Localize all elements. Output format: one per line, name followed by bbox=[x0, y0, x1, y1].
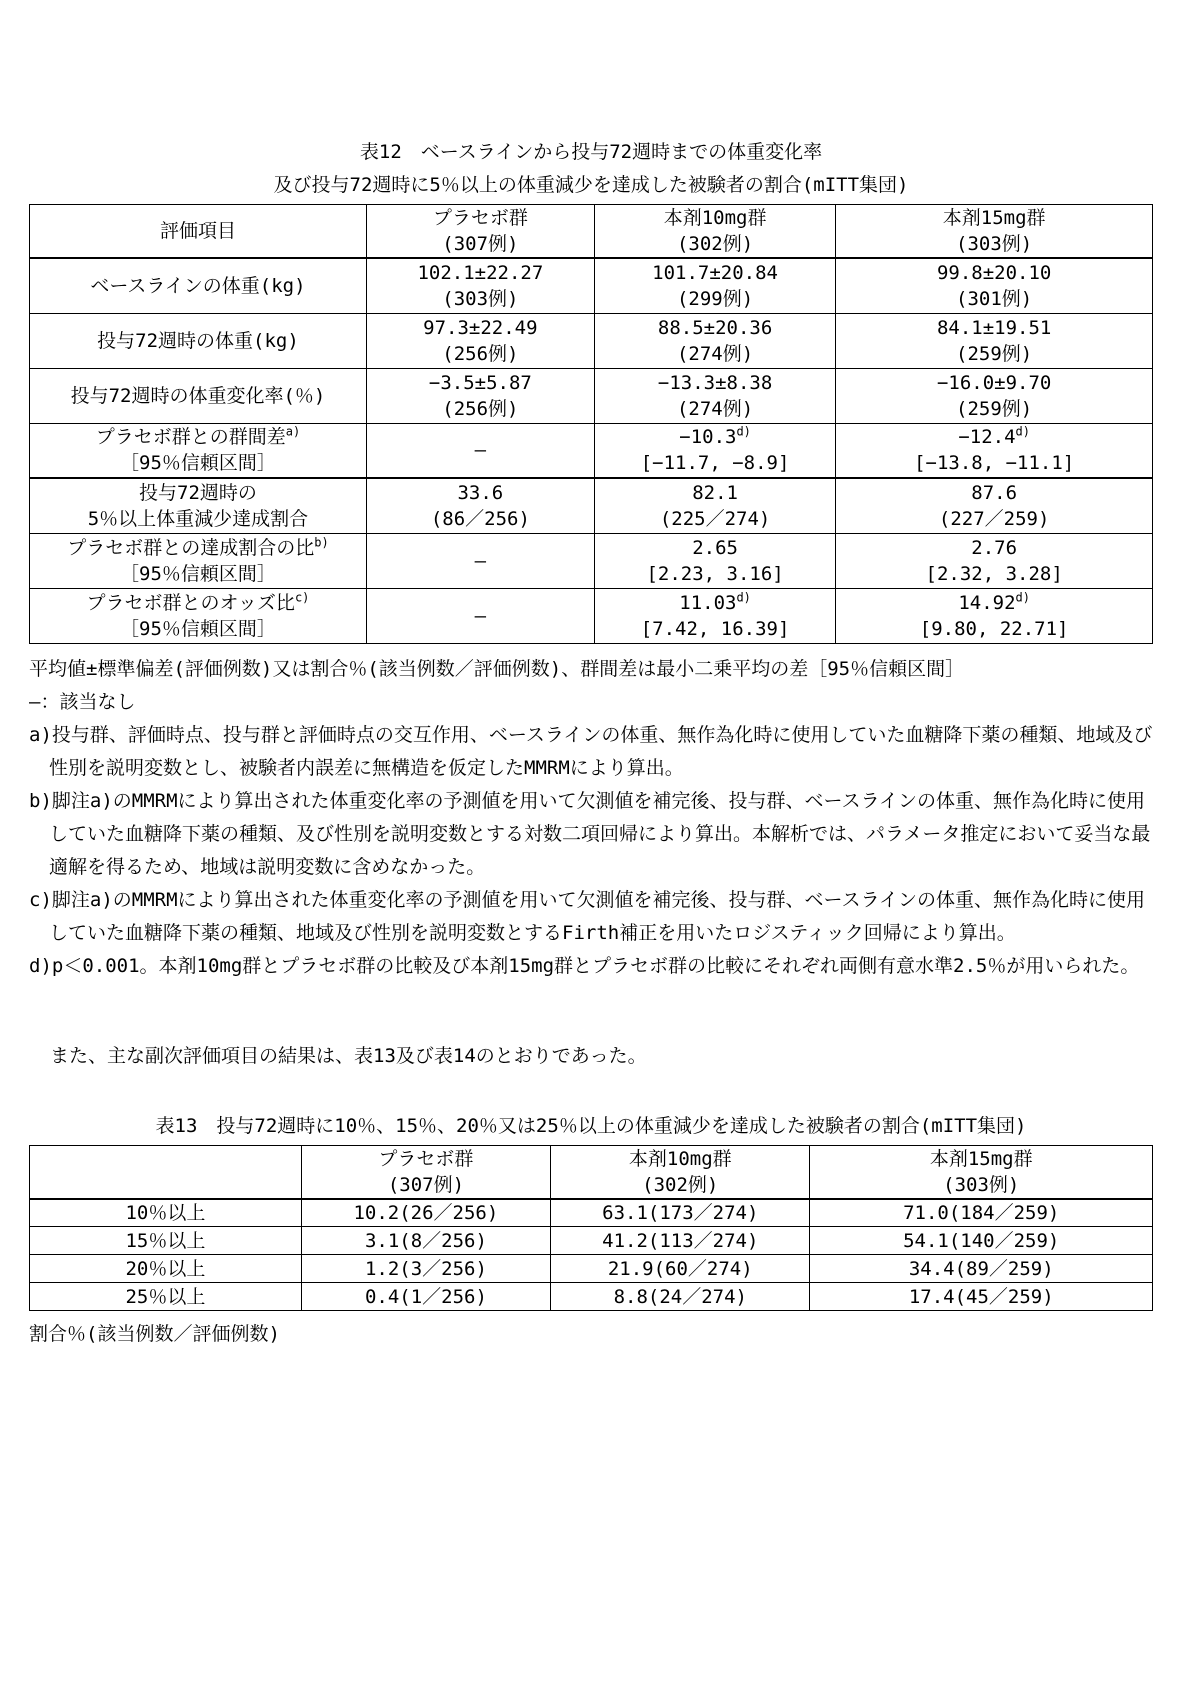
t12-r3-c0 bbox=[366, 423, 594, 478]
cell-text bbox=[371, 370, 590, 396]
row-label bbox=[34, 424, 362, 450]
table-row bbox=[30, 533, 1153, 588]
cell-text bbox=[840, 590, 1148, 616]
cell-value: −3.5±5.87 bbox=[428, 371, 532, 394]
cell-text bbox=[371, 315, 590, 341]
footnote-a: a)投与群、評価時点、投与群と評価時点の交互作用、ベースラインの体重、無作為化時に使用していた血糖降下薬の種類、地域及び性別を説明変数とし、被験者内誤差に無構造を仮定したMMRMにより算出。 bbox=[29, 723, 1153, 779]
cell-text bbox=[840, 535, 1148, 561]
t13-r2-c0: 1.2(3／256) bbox=[301, 1255, 550, 1283]
table-row bbox=[30, 423, 1153, 478]
t13-r1-c2: 54.1(140／259) bbox=[810, 1227, 1153, 1255]
table12-header-row bbox=[30, 205, 1153, 259]
header-label: プラセボ群 bbox=[432, 207, 528, 229]
t12-r1-label bbox=[30, 313, 367, 368]
row-sublabel: ［95％信頼区間］ bbox=[120, 562, 276, 585]
t12-r0-c2 bbox=[836, 258, 1153, 313]
t12-r5-label bbox=[30, 533, 367, 588]
t13-header-blank bbox=[30, 1145, 302, 1199]
cell-n: (259例) bbox=[956, 397, 1033, 420]
cell-value: 82.1 bbox=[692, 481, 738, 504]
table12-subtitle: 及び投与72週時に5％以上の体重減少を達成した被験者の割合(mITT集団) bbox=[273, 174, 909, 196]
cell-n: (274例) bbox=[676, 397, 754, 420]
table-row bbox=[30, 1283, 1153, 1311]
cell-n: (227／259) bbox=[938, 507, 1050, 530]
cell-value: −10.3 bbox=[679, 426, 737, 449]
t12-r6-label bbox=[30, 588, 367, 643]
t13-header-placebo bbox=[301, 1145, 550, 1199]
cell-text bbox=[840, 480, 1148, 506]
t12-header-10mg bbox=[594, 205, 835, 259]
cell-value: 99.8±20.10 bbox=[936, 261, 1052, 284]
t13-r3-label: 25％以上 bbox=[30, 1283, 302, 1311]
t12-r3-c2 bbox=[836, 423, 1153, 478]
cell-text bbox=[371, 260, 590, 286]
t12-r0-label bbox=[30, 258, 367, 313]
footnote-marker: d) bbox=[736, 424, 751, 439]
t12-r0-c1 bbox=[594, 258, 835, 313]
cell-text bbox=[840, 315, 1148, 341]
footnote-c: c)脚注a)のMMRMにより算出された体重変化率の予測値を用いて欠測値を補完後、投与群、ベースラインの体重、無作為化時に使用していた血糖降下薬の種類、地域及び性別を説明変数とするFirth補正を用いたロジスティック回帰により算出。 bbox=[29, 888, 1145, 944]
t12-r1-c0 bbox=[366, 313, 594, 368]
t12-r4-c2 bbox=[836, 478, 1153, 533]
table-row bbox=[30, 1199, 1153, 1227]
cell-value: −13.3±8.38 bbox=[657, 371, 773, 394]
table-row bbox=[30, 313, 1153, 368]
row-label bbox=[34, 535, 362, 561]
header-label: 本剤15mg群 bbox=[942, 207, 1046, 229]
t12-r4-c0 bbox=[366, 478, 594, 533]
cell-n: [2.23, 3.16] bbox=[646, 562, 784, 585]
cell-n: (256例) bbox=[442, 342, 519, 365]
t13-r3-c0: 0.4(1／256) bbox=[301, 1283, 550, 1311]
cell-value: 88.5±20.36 bbox=[657, 316, 773, 339]
footnote-marker: b) bbox=[314, 535, 329, 550]
cell-text bbox=[840, 424, 1148, 450]
cell-value: — bbox=[474, 549, 487, 572]
t12-r2-c1 bbox=[594, 368, 835, 423]
header-label: 本剤10mg群 bbox=[628, 1147, 732, 1170]
cell-text bbox=[371, 548, 590, 574]
t13-r0-c2: 71.0(184／259) bbox=[810, 1199, 1153, 1227]
cell-text bbox=[599, 424, 831, 450]
cell-text bbox=[371, 603, 590, 629]
cell-n: [−11.7, −8.9] bbox=[640, 452, 790, 475]
table12-title: 表12 ベースラインから投与72週時までの体重変化率 bbox=[359, 141, 823, 163]
header-label: プラセボ群 bbox=[378, 1147, 474, 1170]
table12 bbox=[29, 204, 1153, 644]
cell-value: 101.7±20.84 bbox=[652, 261, 778, 284]
table13 bbox=[29, 1145, 1153, 1312]
cell-value: — bbox=[474, 604, 487, 627]
table13-footer-note: 割合％(該当例数／評価例数) bbox=[29, 1323, 280, 1345]
t13-header-10mg bbox=[551, 1145, 810, 1199]
t12-r3-label bbox=[30, 423, 367, 478]
t13-r0-c0: 10.2(26／256) bbox=[301, 1199, 550, 1227]
t12-r5-c2 bbox=[836, 533, 1153, 588]
cell-n: [9.80, 22.71] bbox=[919, 617, 1069, 640]
t12-r1-c2 bbox=[836, 313, 1153, 368]
header-n: (307例) bbox=[442, 233, 519, 255]
body-paragraph: また、主な副次評価項目の結果は、表13及び表14のとおりであった。 bbox=[50, 1044, 647, 1067]
header-label: 本剤15mg群 bbox=[929, 1147, 1033, 1170]
cell-n: (274例) bbox=[676, 342, 754, 365]
t13-r0-c1: 63.1(173／274) bbox=[551, 1199, 810, 1227]
cell-n: [2.32, 3.28] bbox=[925, 562, 1063, 585]
cell-n: [−13.8, −11.1] bbox=[914, 452, 1075, 475]
cell-value: 2.76 bbox=[971, 536, 1018, 559]
footnote-d: d)p＜0.001。本剤10mg群とプラセボ群の比較及び本剤15mg群とプラセボ群の比較にそれぞれ両側有意水準2.5％が用いられた。 bbox=[29, 954, 1140, 977]
cell-n: (86／256) bbox=[430, 507, 530, 530]
cell-n: [7.42, 16.39] bbox=[640, 617, 790, 640]
t12-header-15mg bbox=[836, 205, 1153, 259]
header-n: (303例) bbox=[956, 233, 1033, 255]
t13-r1-c1: 41.2(113／274) bbox=[551, 1227, 810, 1255]
row-label bbox=[34, 590, 362, 616]
cell-value: 14.92 bbox=[958, 591, 1016, 614]
cell-n: (225／274) bbox=[659, 507, 771, 530]
cell-value: 84.1±19.51 bbox=[936, 316, 1052, 339]
header-n: (302例) bbox=[642, 1173, 719, 1196]
footnote-dash: —：該当なし bbox=[29, 690, 136, 713]
table12-footnotes bbox=[29, 653, 1153, 983]
cell-value: 2.65 bbox=[692, 536, 738, 559]
table-row bbox=[30, 368, 1153, 423]
row-label bbox=[34, 328, 362, 354]
header-label: 本剤10mg群 bbox=[663, 207, 767, 229]
t13-r2-c2: 34.4(89／259) bbox=[810, 1255, 1153, 1283]
cell-value: 投与72週時の体重(kg) bbox=[97, 329, 299, 352]
table-row bbox=[30, 1227, 1153, 1255]
cell-text bbox=[599, 590, 831, 616]
t12-r2-label bbox=[30, 368, 367, 423]
footnote-marker: d) bbox=[736, 590, 751, 605]
t12-r2-c2 bbox=[836, 368, 1153, 423]
t12-r6-c1 bbox=[594, 588, 835, 643]
footnote-b: b)脚注a)のMMRMにより算出された体重変化率の予測値を用いて欠測値を補完後、投与群、ベースラインの体重、無作為化時に使用していた血糖降下薬の種類、及び性別を説明変数とする対数二項回帰により算出。本解析では、パラメータ推定において妥当な最適解を得るため、地域は説明変数に含めなかった。 bbox=[29, 789, 1151, 878]
t12-r0-c0 bbox=[366, 258, 594, 313]
t13-r3-c1: 8.8(24／274) bbox=[551, 1283, 810, 1311]
t12-r6-c0 bbox=[366, 588, 594, 643]
cell-value: −12.4 bbox=[958, 426, 1016, 449]
cell-value: 33.6 bbox=[457, 481, 504, 504]
footnote-marker: d) bbox=[1015, 424, 1030, 439]
table-row bbox=[30, 1255, 1153, 1283]
table-row bbox=[30, 258, 1153, 313]
row-sublabel: ［95％信頼区間］ bbox=[120, 452, 276, 475]
t12-r6-c2 bbox=[836, 588, 1153, 643]
t13-r3-c2: 17.4(45／259) bbox=[810, 1283, 1153, 1311]
t13-r2-c1: 21.9(60／274) bbox=[551, 1255, 810, 1283]
table-row bbox=[30, 588, 1153, 643]
cell-text bbox=[599, 535, 831, 561]
cell-text bbox=[599, 370, 831, 396]
t13-r2-label: 20％以上 bbox=[30, 1255, 302, 1283]
t12-header-eval-item bbox=[30, 205, 367, 259]
t12-header-placebo bbox=[366, 205, 594, 259]
cell-text bbox=[371, 437, 590, 463]
cell-n: (256例) bbox=[442, 397, 519, 420]
footnote-legend: 平均値±標準偏差(評価例数)又は割合％(該当例数／評価例数)、群間差は最小二乗平均の差［95％信頼区間］ bbox=[29, 657, 965, 680]
cell-value: 97.3±22.49 bbox=[423, 316, 538, 339]
t12-r5-c0 bbox=[366, 533, 594, 588]
cell-value: 11.03 bbox=[679, 591, 737, 614]
cell-text bbox=[599, 260, 831, 286]
cell-value: 102.1±22.27 bbox=[417, 261, 544, 284]
cell-value: ベースラインの体重(kg) bbox=[90, 274, 306, 297]
cell-value: — bbox=[474, 439, 487, 462]
cell-value: −16.0±9.70 bbox=[936, 371, 1052, 394]
t12-r5-c1 bbox=[594, 533, 835, 588]
header-n: (307例) bbox=[387, 1173, 465, 1196]
cell-value: 投与72週時の bbox=[139, 481, 257, 504]
cell-value: プラセボ群との達成割合の比 bbox=[67, 536, 315, 559]
cell-n: (303例) bbox=[442, 287, 519, 310]
cell-n: (259例) bbox=[956, 342, 1033, 365]
row-label bbox=[34, 273, 362, 299]
t12-r4-c1 bbox=[594, 478, 835, 533]
header-label: 評価項目 bbox=[159, 220, 236, 242]
t13-r1-label: 15％以上 bbox=[30, 1227, 302, 1255]
cell-text bbox=[840, 260, 1148, 286]
table-row bbox=[30, 478, 1153, 533]
cell-text bbox=[599, 315, 831, 341]
t13-r1-c0: 3.1(8／256) bbox=[301, 1227, 550, 1255]
header-n: (302例) bbox=[676, 233, 754, 255]
row-sublabel: 5％以上体重減少達成割合 bbox=[87, 507, 309, 530]
t13-header-15mg bbox=[810, 1145, 1153, 1199]
cell-value: プラセボ群とのオッズ比 bbox=[86, 591, 295, 614]
t13-r0-label: 10％以上 bbox=[30, 1199, 302, 1227]
table13-header-row bbox=[30, 1145, 1153, 1199]
cell-value: プラセボ群との群間差 bbox=[95, 426, 286, 449]
footnote-marker: a) bbox=[285, 424, 301, 439]
cell-text bbox=[599, 480, 831, 506]
cell-text bbox=[840, 370, 1148, 396]
t12-r3-c1 bbox=[594, 423, 835, 478]
cell-value: 87.6 bbox=[971, 481, 1018, 504]
header-n: (303例) bbox=[943, 1173, 1020, 1196]
row-label bbox=[34, 480, 362, 506]
t12-r1-c1 bbox=[594, 313, 835, 368]
footnote-marker: d) bbox=[1015, 590, 1030, 605]
cell-n: (301例) bbox=[956, 287, 1033, 310]
cell-n: (299例) bbox=[676, 287, 754, 310]
row-label bbox=[34, 383, 362, 409]
t12-r2-c0 bbox=[366, 368, 594, 423]
row-sublabel: ［95％信頼区間］ bbox=[120, 617, 276, 640]
footnote-marker: c) bbox=[294, 590, 310, 605]
cell-text bbox=[371, 480, 590, 506]
t12-r4-label bbox=[30, 478, 367, 533]
table13-title: 表13 投与72週時に10％、15％、20％又は25％以上の体重減少を達成した被験者の割合(mITT集団) bbox=[155, 1114, 1027, 1137]
cell-value: 投与72週時の体重変化率(％) bbox=[70, 384, 326, 407]
